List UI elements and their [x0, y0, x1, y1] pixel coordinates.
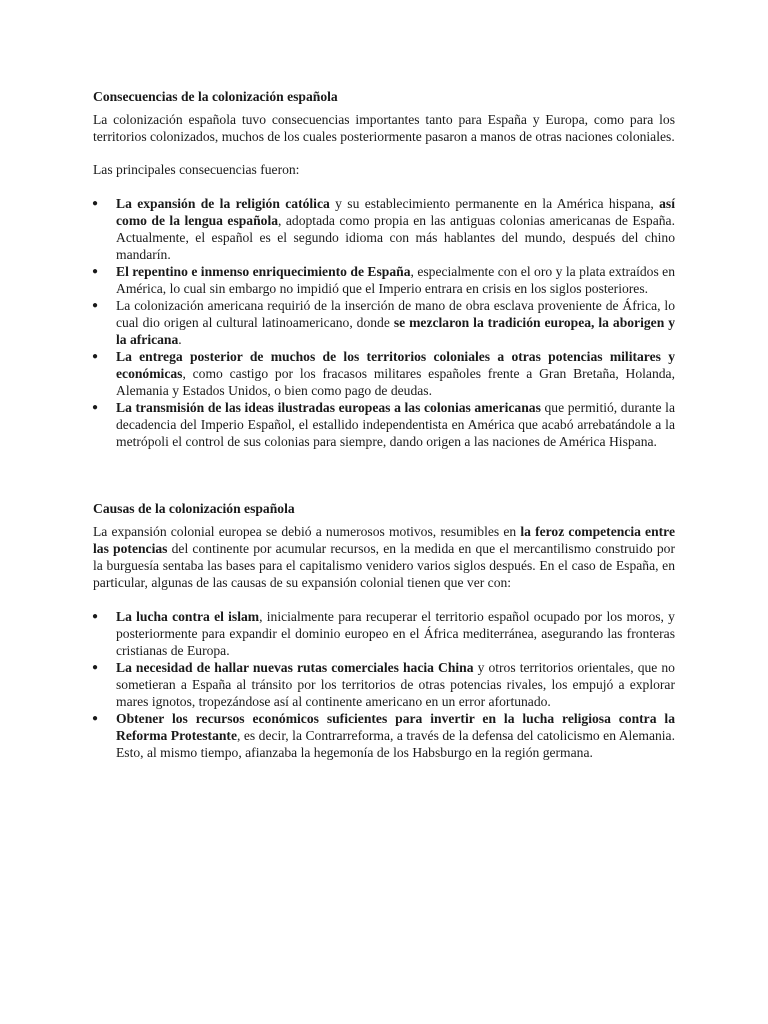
section-title-causas: Causas de la colonización española — [93, 501, 295, 516]
causas-list — [93, 608, 675, 761]
section-title-consecuencias: Consecuencias de la colonización española — [93, 89, 338, 104]
list-item: ● La expansión de la religión católica y su establecimiento permanente en la América hispana, así como de la lengua española, adoptada como propia en las antiguas colonias americanas de España. Actualmente, el español es el segundo idioma con más hablantes del mundo, después del chino mandarín. — [92, 196, 675, 262]
list-item: ● El repentino e inmenso enriquecimiento de España, especialmente con el oro y la plata extraídos en América, lo cual sin embargo no impidió que el Imperio entrara en crisis en los siglos posteriores. — [92, 264, 676, 296]
list-item: ● La colonización americana requirió de la inserción de mano de obra esclava proveniente de África, lo cual dio origen al cultural latinoamericano, donde se mezclaron la tradición europea, la aborigen y la africana. — [92, 298, 675, 347]
bullet-icon: ● — [92, 713, 99, 724]
bullet-icon: ● — [92, 402, 99, 413]
bullet-icon: ● — [92, 662, 99, 673]
consecuencias-lead: Las principales consecuencias fueron: — [93, 162, 300, 177]
bullet-icon: ● — [92, 611, 99, 622]
bullet-icon: ● — [92, 266, 99, 277]
list-item: ● La entrega posterior de muchos de los territorios coloniales a otras potencias militares y económicas, como castigo por los fracasos militares españoles frente a Gran Bretaña, Holanda, Alemania y Estados Unidos, o bien como pago de deudas. — [92, 349, 675, 398]
section-intro-consecuencias: La colonización española tuvo consecuencias importantes tanto para España y Europa, como para los territorios colonizados, muchos de los cuales posteriormente pasaron a manos de otras naciones coloniales. — [93, 112, 675, 144]
list-item: ● La transmisión de las ideas ilustradas europeas a las colonias americanas que permitió, durante la decadencia del Imperio Español, el estallido independentista en América que acabó arrebatándole a la metrópoli el control de sus colonias para siempre, dando origen a las naciones de América Hispana. — [92, 400, 675, 449]
bullet-icon: ● — [92, 351, 99, 362]
list-item: ● Obtener los recursos económicos suficientes para invertir en la lucha religiosa contra la Reforma Protestante, es decir, la Contrarreforma, a través de la defensa del catolicismo en Alemania. Esto, al mismo tiempo, afianzaba la hegemonía de los Habsburgo en la región germana. — [92, 711, 675, 760]
section-intro-causas: La expansión colonial europea se debió a numerosos motivos, resumibles en la feroz competencia entre las potencias del continente por acumular recursos, en la medida en que el mercantilismo construido por la burguesía sentaba las bases para el capitalismo venidero varios siglos después. En el caso de España, en particular, algunas de las causas de su expansión colonial tienen que ver con: — [93, 524, 675, 590]
bullet-icon: ● — [92, 198, 99, 209]
list-item: ● La lucha contra el islam, inicialmente para recuperar el territorio español ocupado por los moros, y posteriormente para expandir el dominio europeo en el África mediterránea, asegurando las fronteras cristianas de Europa. — [92, 609, 675, 658]
document-page — [93, 88, 675, 761]
list-item: ● La necesidad de hallar nuevas rutas comerciales hacia China y otros territorios orientales, que no sometieran a España al tránsito por los territorios de otras potencias rivales, los empujó a explorar mares ignotos, tropezándose así al continente americano en un error afortunado. — [92, 660, 675, 709]
consecuencias-list — [93, 195, 675, 450]
bullet-icon: ● — [92, 300, 99, 311]
